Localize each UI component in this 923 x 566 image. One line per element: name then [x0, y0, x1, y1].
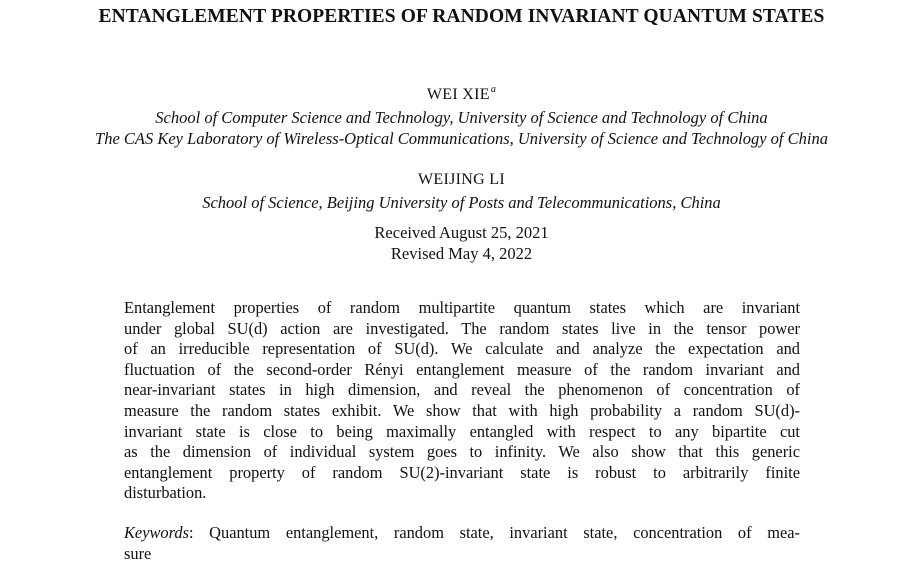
author-1-affiliation-1: School of Computer Science and Technology, University of Science and Technology of China — [155, 108, 768, 127]
author-1-name: WEI XIE — [426, 86, 490, 103]
abstract-line: Entanglement properties of random multipartite quantum states which are invariant — [124, 298, 800, 317]
author-1 — [0, 86, 923, 104]
abstract-line: fluctuation of the second-order Rényi entanglement measure of the random invariant and — [124, 359, 800, 379]
author-1-affiliation-2: The CAS Key Laboratory of Wireless-Optical Communications, University of Science and Technology of China — [95, 129, 828, 148]
keywords-text-2: sure — [124, 544, 152, 563]
keywords-label: Keywords — [124, 523, 189, 542]
revised-date: Revised May 4, 2022 — [390, 244, 533, 263]
author-2-affiliation: School of Science, Beijing University of Posts and Telecommunications, China — [202, 193, 721, 212]
keywords-text-1: : Quantum entanglement, random state, invariant state, concentration of mea- — [188, 523, 800, 542]
author-1-affiliation-mark: a — [490, 84, 497, 95]
abstract-line: near-invariant states in high dimension, and reveal the phenomenon of concentration of — [124, 380, 800, 400]
abstract-line: invariant state is close to being maximally entangled with respect to any bipartite cut — [124, 421, 800, 441]
paper-title: ENTANGLEMENT PROPERTIES OF RANDOM INVARIANT QUANTUM STATES — [98, 6, 825, 27]
abstract-line: of an irreducible representation of SU(d). We calculate and analyze the expectation and — [124, 339, 800, 359]
author-2-name: WEIJING LI — [418, 171, 505, 188]
abstract — [124, 298, 800, 504]
keywords — [124, 522, 800, 564]
received-date: Received August 25, 2021 — [374, 223, 549, 242]
abstract-line: measure the random states exhibit. We show that with high probability a random SU(d)- — [124, 400, 800, 420]
abstract-line: under global SU(d) action are investigated. The random states live in the tensor power — [124, 318, 800, 338]
keywords-line-1 — [124, 522, 800, 543]
abstract-line: disturbation. — [124, 483, 207, 503]
abstract-line: as the dimension of individual system goes to infinity. We also show that this generic — [124, 442, 800, 462]
abstract-line: entanglement property of random SU(2)-invariant state is robust to arbitrarily finite — [124, 462, 800, 482]
